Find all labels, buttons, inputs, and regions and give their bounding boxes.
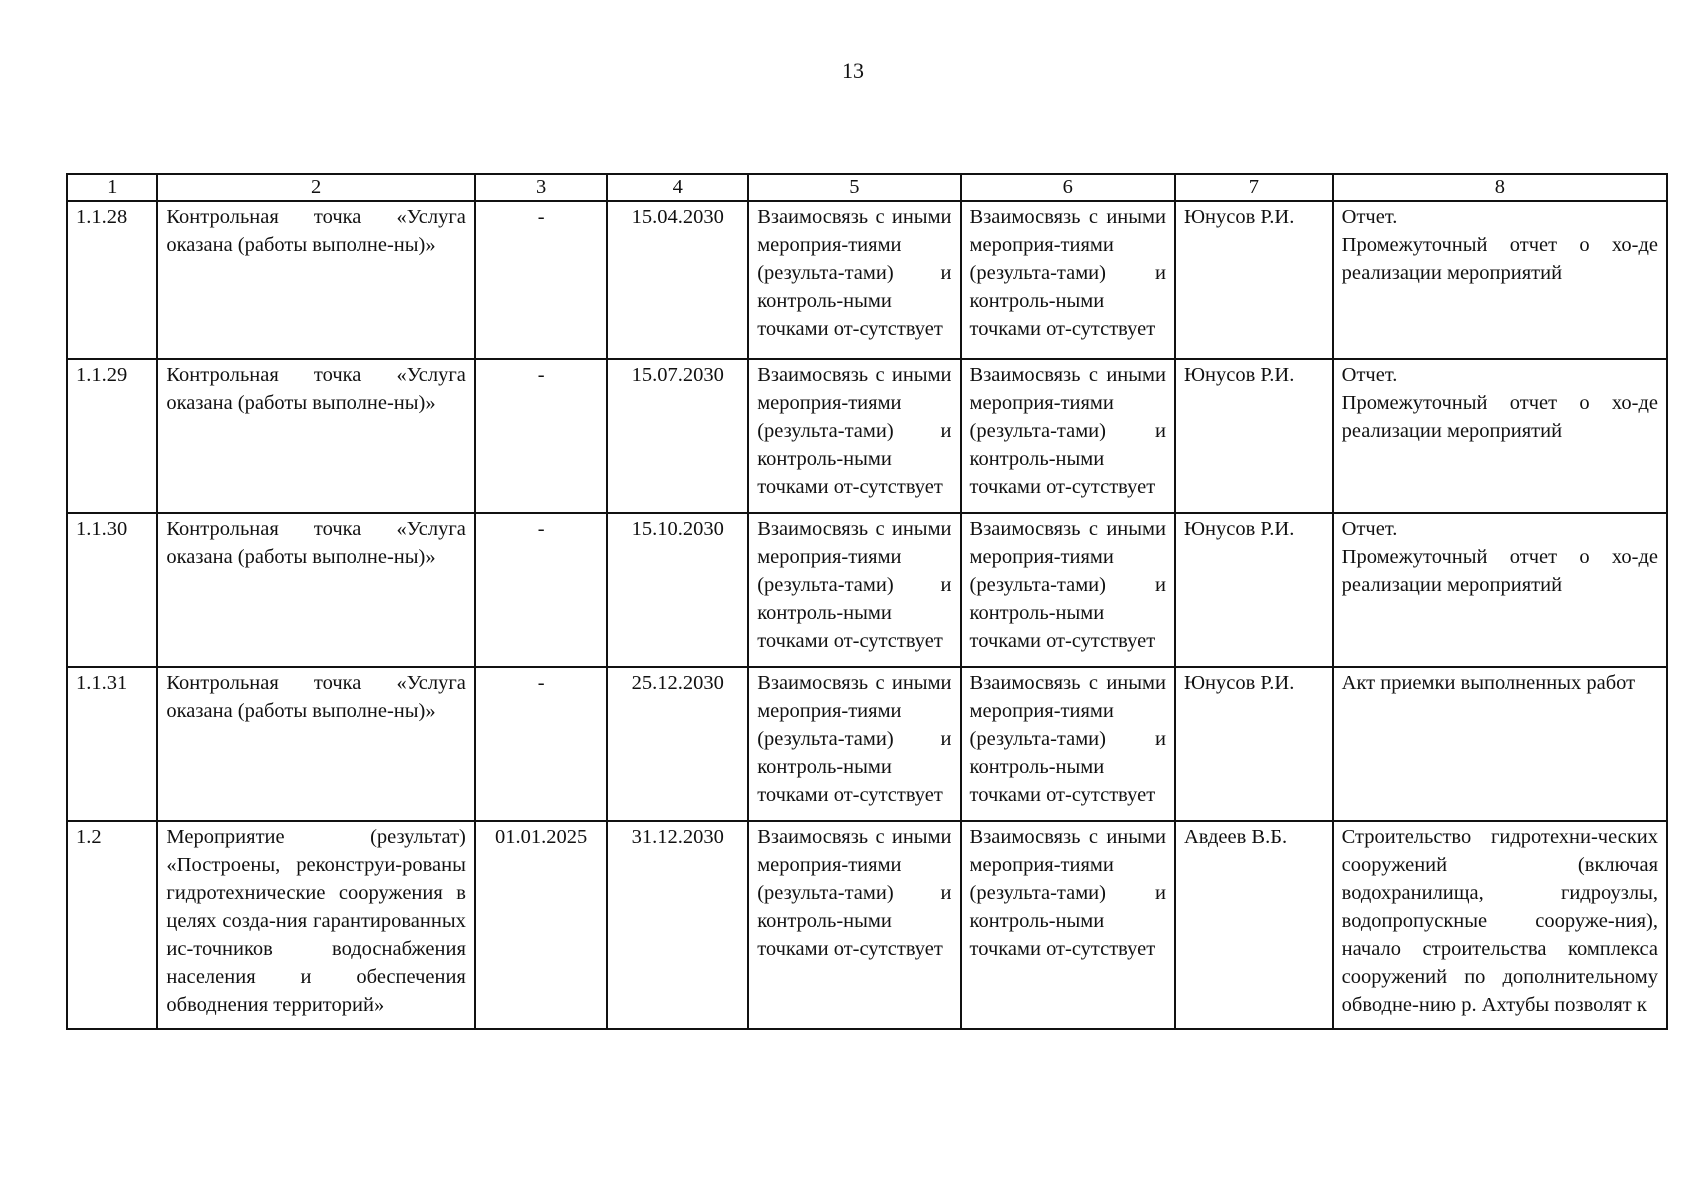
table-row: [67, 821, 1667, 1029]
cell-name: Контрольная точка «Услуга оказана (работы выполне-ны)»: [157, 667, 474, 821]
cell-start-date: -: [475, 359, 607, 513]
cell-start-date: -: [475, 201, 607, 359]
cell-relation-a: Взаимосвязь с иными мероприя-тиями (результа-тами) и контроль-ными точками от-сутствует: [748, 513, 960, 667]
page-number: 13: [842, 58, 864, 83]
col-header-1: 1: [67, 174, 157, 201]
cell-responsible: Юнусов Р.И.: [1175, 513, 1333, 667]
cell-start-date: -: [475, 667, 607, 821]
cell-relation-b: Взаимосвязь с иными мероприя-тиями (результа-тами) и контроль-ными точками от-сутствует: [961, 667, 1175, 821]
col-header-4: 4: [607, 174, 748, 201]
cell-number: 1.2: [67, 821, 157, 1029]
cell-end-date: 31.12.2030: [607, 821, 748, 1029]
col-header-2: 2: [157, 174, 474, 201]
cell-end-date: 25.12.2030: [607, 667, 748, 821]
col-header-6: 6: [961, 174, 1175, 201]
cell-relation-a: Взаимосвязь с иными мероприя-тиями (результа-тами) и контроль-ными точками от-сутствует: [748, 201, 960, 359]
cell-result: Отчет. Промежуточный отчет о хо-де реализации мероприятий: [1333, 513, 1667, 667]
col-header-7: 7: [1175, 174, 1333, 201]
cell-name: Контрольная точка «Услуга оказана (работы выполне-ны)»: [157, 201, 474, 359]
cell-relation-b: Взаимосвязь с иными мероприя-тиями (результа-тами) и контроль-ными точками от-сутствует: [961, 821, 1175, 1029]
cell-number: 1.1.30: [67, 513, 157, 667]
cell-end-date: 15.10.2030: [607, 513, 748, 667]
cell-number: 1.1.31: [67, 667, 157, 821]
cell-start-date: -: [475, 513, 607, 667]
activities-table: [66, 173, 1668, 1030]
cell-result: Отчет. Промежуточный отчет о хо-де реализации мероприятий: [1333, 359, 1667, 513]
cell-responsible: Авдеев В.Б.: [1175, 821, 1333, 1029]
cell-end-date: 15.04.2030: [607, 201, 748, 359]
cell-relation-a: Взаимосвязь с иными мероприя-тиями (результа-тами) и контроль-ными точками от-сутствует: [748, 359, 960, 513]
cell-end-date: 15.07.2030: [607, 359, 748, 513]
col-header-3: 3: [475, 174, 607, 201]
table-row: [67, 513, 1667, 667]
table-row: [67, 201, 1667, 359]
cell-responsible: Юнусов Р.И.: [1175, 359, 1333, 513]
cell-relation-a: Взаимосвязь с иными мероприя-тиями (результа-тами) и контроль-ными точками от-сутствует: [748, 821, 960, 1029]
cell-relation-b: Взаимосвязь с иными мероприя-тиями (результа-тами) и контроль-ными точками от-сутствует: [961, 201, 1175, 359]
table-row: [67, 667, 1667, 821]
cell-responsible: Юнусов Р.И.: [1175, 667, 1333, 821]
cell-start-date: 01.01.2025: [475, 821, 607, 1029]
cell-result: Акт приемки выполненных работ: [1333, 667, 1667, 821]
col-header-8: 8: [1333, 174, 1667, 201]
cell-responsible: Юнусов Р.И.: [1175, 201, 1333, 359]
cell-relation-b: Взаимосвязь с иными мероприя-тиями (результа-тами) и контроль-ными точками от-сутствует: [961, 513, 1175, 667]
cell-relation-a: Взаимосвязь с иными мероприя-тиями (результа-тами) и контроль-ными точками от-сутствует: [748, 667, 960, 821]
table-body: [67, 201, 1667, 1029]
cell-result: Строительство гидротехни-ческих сооружений (включая водохранилища, гидроузлы, водопропускные сооруже-ния), начало строительства комплекса сооружений по дополнительному обводне-нию р. Ахтубы позволят к: [1333, 821, 1667, 1029]
cell-name: Контрольная точка «Услуга оказана (работы выполне-ны)»: [157, 513, 474, 667]
cell-name: Мероприятие (результат) «Построены, реконструи-рованы гидротехнические сооружения в целях созда-ния гарантированных ис-точников водоснабжения населения и обеспечения обводнения территорий»: [157, 821, 474, 1029]
header-row: [67, 174, 1667, 201]
table-row: [67, 359, 1667, 513]
cell-relation-b: Взаимосвязь с иными мероприя-тиями (результа-тами) и контроль-ными точками от-сутствует: [961, 359, 1175, 513]
col-header-5: 5: [748, 174, 960, 201]
cell-result: Отчет. Промежуточный отчет о хо-де реализации мероприятий: [1333, 201, 1667, 359]
cell-number: 1.1.28: [67, 201, 157, 359]
cell-number: 1.1.29: [67, 359, 157, 513]
cell-name: Контрольная точка «Услуга оказана (работы выполне-ны)»: [157, 359, 474, 513]
